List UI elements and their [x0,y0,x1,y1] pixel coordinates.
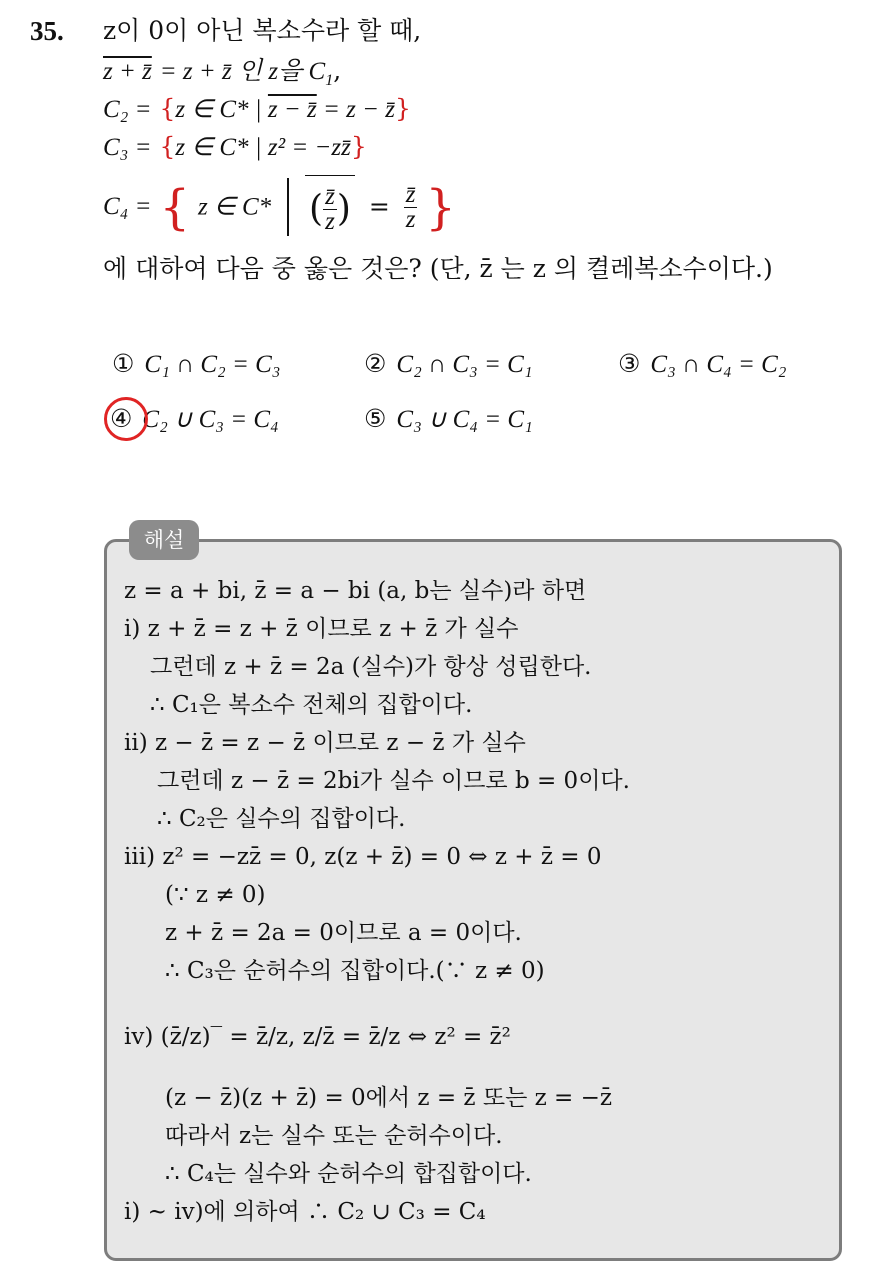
c2-rest: = z − z̄ [316,96,395,123]
c4-conjugate-group: ( $\frac{z̄}{z}$ ) [305,175,355,240]
c1-subscript: 1 [325,72,334,89]
c3-label: C₃ = [103,134,152,161]
solution-line-9: (∵ z ≠ 0) [165,882,266,908]
choice-5-text: C₃ ∪ C₄ = C₁ [396,406,533,433]
choice-2-text: C₂ ∩ C₃ = C₁ [396,351,533,378]
choice-3[interactable] [618,349,786,380]
c3-open-brace: { [159,132,176,161]
solution-line-16: i) ~ iv)에 의하여 ∴ C₂ ∪ C₃ = C₄ [124,1199,486,1225]
c2-open-brace: { [159,94,176,123]
c3-body: z ∈ C* | z² = −zz̄ [175,134,351,161]
set-c4-definition [103,175,456,240]
question-line-2 [103,56,341,96]
c4-body: z ∈ C* [197,193,272,221]
solution-line-11: ∴ C₃은 순허수의 집합이다.(∵ z ≠ 0) [165,958,545,984]
c1-definition-text: = z + z̄ 인 z을 C [159,58,326,85]
choice-3-text: C₃ ∩ C₄ = C₂ [650,351,787,378]
choice-2-mark: ② [364,349,387,378]
choice-5-mark: ⑤ [364,404,387,433]
solution-tag: 해설 [129,520,199,560]
c4-divider [287,178,289,236]
set-c3-definition [103,132,367,163]
choice-5[interactable] [364,404,533,435]
c4-right-den: z [405,205,416,233]
question-line-1: z이 0이 아닌 복소수라 할 때, [103,16,422,45]
c2-body: z ∈ C* | [175,96,268,123]
c4-num: z̄ [325,183,335,210]
choice-3-mark: ③ [618,349,641,378]
solution-line-1: z = a + bi, z̄ = a − bi (a, b는 실수)라 하면 [124,578,587,604]
c3-close-brace: } [350,132,367,161]
answer-circle-mark [104,397,148,441]
c4-label: C₄ = [103,192,152,220]
c2-conjugate-expr: z − z̄ [267,96,317,123]
question-number: 35. [30,16,64,46]
choice-1-text: C₁ ∩ C₂ = C₃ [144,351,281,378]
solution-line-15: ∴ C₄는 실수와 순허수의 합집합이다. [165,1161,532,1187]
c4-equals: = [368,192,390,222]
solution-line-4: ∴ C₁은 복소수 전체의 집합이다. [150,692,473,718]
c4-close-brace: } [425,179,456,236]
choice-1[interactable] [112,349,280,380]
solution-line-6: 그런데 z − z̄ = 2bi가 실수 이므로 b = 0이다. [157,768,630,794]
solution-line-5: ii) z − z̄ = z − z̄ 이므로 z − z̄ 가 실수 [124,730,526,756]
comma: , [333,56,342,85]
choice-1-mark: ① [112,349,135,378]
solution-line-8: iii) z² = −zz̄ = 0, z(z + z̄) = 0 ⇔ z + z̄ = 0 [124,844,602,870]
conjugate-sum-expression: z + z̄ [103,58,152,85]
solution-line-10: z + z̄ = 2a = 0이므로 a = 0이다. [165,920,522,946]
c4-right-num: z̄ [405,180,416,208]
set-c2-definition [103,94,411,125]
choice-4-mark: ④ [110,404,133,433]
solution-line-14: 따라서 z는 실수 또는 순허수이다. [165,1123,503,1149]
solution-line-13: (z − z̄)(z + z̄) = 0에서 z = z̄ 또는 z = −z̄ [165,1085,613,1111]
solution-line-3: 그런데 z + z̄ = 2a (실수)가 항상 성립한다. [150,654,592,680]
choice-2[interactable] [364,349,532,380]
question-prompt: 에 대하여 다음 중 옳은 것은? (단, z̄ 는 z 의 켤레복소수이다.) [103,254,773,283]
c2-label: C₂ = [103,96,152,123]
choice-4-text: C₂ ∪ C₃ = C₄ [142,406,279,433]
solution-line-7: ∴ C₂은 실수의 집합이다. [157,806,406,832]
c4-den: z [325,208,335,235]
solution-line-12: iv) (z̄/z)‾ = z̄/z, z/z̄ = z̄/z ⇔ z² = z̄² [124,1024,511,1050]
solution-line-2: i) z + z̄ = z + z̄ 이므로 z + z̄ 가 실수 [124,616,519,642]
c4-open-brace: { [159,179,190,236]
c2-close-brace: } [394,94,411,123]
